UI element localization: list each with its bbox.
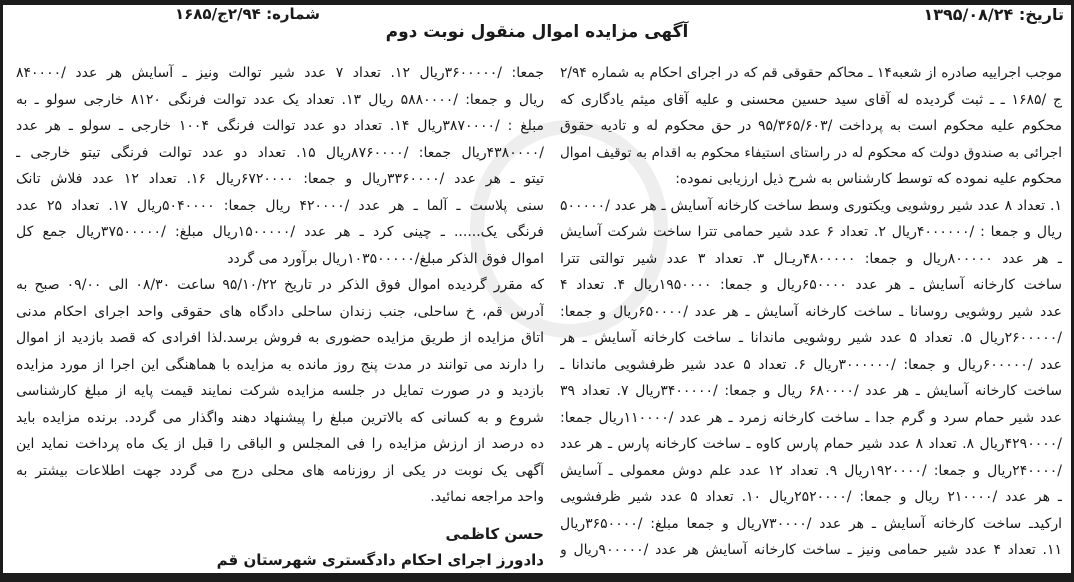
text-line: ریال و جمعا : /۴۰۰۰۰۰۰ریال ۲. تعداد ۶ عدد شیر حمامی تترا ساخت شرکت آسایش (560, 224, 1062, 240)
left-text-column (16, 60, 544, 574)
text-line: جمعا: /۳۶۰۰۰۰۰ریال ۱۲. تعداد ۷ عدد شیر توالت ونیز ـ آسایش هر عدد /۸۴۰۰۰۰ (16, 65, 544, 81)
text-line: آگهی یک نوبت در یکی از روزنامه های محلی درج می گردد جهت اطلاعات بیشتر به (16, 462, 544, 479)
text-line: ریال و جمعا: /۵۸۸۰۰۰۰ ریال ۱۳. تعداد یک عدد توالت فرنگی ۸۱۲۰ خارجی سولو ـ به (16, 91, 544, 108)
text-line: /۴۳۸۰۰۰۰ریال جمعا: /۸۷۶۰۰۰۰ریال ۱۵. تعداد دو عدد توالت فرنگی تیتو خارجی ـ (16, 144, 544, 161)
text-line: تیتو ـ هر عدد /۳۳۶۰۰۰۰ریال و جمعا: ۶۷۲۰۰۰۰ریال ۱۶. تعداد ۱۲ عدد فلاش تانک (16, 171, 544, 187)
text-line: ۱. تعداد ۸ عدد شیر روشویی ویکتوری وسط ساخت کارخانه آسایش ـ هر عدد /۵۰۰۰۰۰ (560, 197, 1062, 214)
text-line: عدد شیر روشویی روسانا ـ ساخت کارخانه آسایش ـ هر عدد /۶۵۰۰۰۰ریال و جمعا: (560, 303, 1062, 320)
left-border (0, 0, 3, 582)
text-line: واحد مراجعه نمائید. (430, 489, 544, 505)
text-line: اجرائی به صندوق دولت که محکوم له در راستای استیفاء محکوم به اقدام به توقیف اموال (560, 144, 1062, 161)
text-line: ساخت کارخانه آسایش ـ هر عدد ۶۵۰۰۰۰ریال و جمعا: ۱۹۵۰۰۰۰ریال ۴. تعداد ۴ (560, 277, 1062, 293)
text-line: اتاق مزایده از طریق مزایده حضوری به فروش برسد.لذا افرادی که قصد بازدید از اموال (16, 330, 544, 346)
notice-title: آگهی مزایده اموال منقول نوبت دوم (385, 22, 689, 42)
bottom-border (0, 573, 1074, 582)
text-line: فرنگی یک...... ـ چینی کرد ـ هر عدد /۱۵۰۰۰۰۰ریال مبلغ: /۳۷۵۰۰۰۰۰ریال جمع کل (16, 224, 544, 240)
text-line: اموال فوق الذکر مبلغ/۱۰۳۵۰۰۰۰۰ریال برآورد می گردد (227, 250, 544, 267)
text-line: محکوم علیه نموده که توسط کارشناس به شرح ذیل ارزیابی نموده: (675, 171, 1062, 187)
text-line: ساخت کارخانه آسایش ـ هر عدد /۶۸۰۰۰۰ ریال و جمعا: /۳۴۰۰۰۰۰ریال ۷. تعداد ۳۹ (560, 383, 1062, 399)
text-line: ج /۱۶۸۵ ـ ـ ثبت گردیده له آقای سید حسین محسنی و علیه آقای میثم یادگاری که (560, 91, 1062, 108)
text-line: ارکیدـ ساخت کارخانه آسایش ـ هر عدد /۷۳۰۰۰۰ریال و جمعا مبلغ: /۳۶۵۰۰۰۰ریال (560, 515, 1062, 532)
text-line: سنی پلاست ـ آلما ـ هر عدد /۴۲۰۰۰۰ ریال جمعا: ۵۰۴۰۰۰۰ریال ۱۷. تعداد ۲۵ عدد (16, 197, 544, 214)
text-line: /۴۲۹۰۰۰۰ریال ۸. تعداد ۸ عدد شیر حمام پارس کاوه ـ ساخت کارخانه پارس ـ هر عدد (560, 436, 1062, 452)
text-line: عدد /۶۰۰۰۰۰ریال و جمعا: /۳۰۰۰۰۰۰ریال ۶. تعداد ۵ عدد شیر ظرفشویی ماندانا ـ (560, 356, 1062, 373)
text-line: محکوم علیه محکوم است به پرداخت /۹۵/۳۶۵/۶۰۳ در حق محکوم له و تادیه حقوق (560, 118, 1062, 134)
signature-title: دادورز اجرای احکام دادگستری شهرستان قم (216, 551, 544, 569)
text-line: که مقرر گردیده اموال فوق الذکر در تاریخ ۹۵/۱۰/۲۲ ساعت ۰۸/۳۰ الی ۰۹/۰۰ صبح به (16, 277, 544, 293)
text-line: ده درصد از ارزش مزایده را فی المجلس و الباقی را قبل از یک ماه پرداخت نماید این (16, 436, 544, 452)
text-line: ۱۱. تعداد ۴ عدد شیر حمامی ونیز ـ ساخت کارخانه آسایش هر عدد /۹۰۰۰۰۰ریال و (560, 542, 1062, 558)
text-line: عدد شیر حمام سرد و گرم جدا ـ ساخت کارخانه زمرد ـ هر عدد /۱۱۰۰۰۰ریال جمعا: (560, 409, 1062, 426)
top-border (0, 0, 1074, 5)
text-line: ـ هر عدد ۸۰۰۰۰۰ریال و جمعا: ۴۸۰۰۰۰۰ریـال ۳. تعداد ۳ عدد شیر توالتی تترا (560, 250, 1062, 267)
signature-name: حسن کاظمی (445, 524, 544, 543)
text-line: موجب اجراییه صادره از شعبه۱۴ ـ محاکم حقوقی قم که در اجرای احکام به شماره ۲/۹۴ (560, 65, 1062, 81)
left-lines (16, 60, 544, 511)
text-line: /۲۴۰۰۰۰ریال و جمعا: /۱۹۲۰۰۰۰ریال ۹. تعداد ۱۲ عدد علم دوش معمولی ـ آسایش (560, 462, 1062, 479)
text-line: /۲۶۰۰۰۰۰ریال ۵. تعداد ۵ عدد شیر روشویی ماندانا ـ ساخت کارخانه آسایش ـ هر (560, 330, 1062, 346)
text-line: مبلغ : /۳۸۷۰۰۰۰ریال ۱۴. تعداد دو عدد توالت فرنگی ۱۰۰۴ خارجی ـ سولو ـ هر عدد (16, 118, 544, 134)
right-text-column (560, 60, 1062, 564)
text-line: شروع و به کسانی که بالاترین مبلغ را پیشنهاد دهند واگذار می گردد. برنده مزایده باید (16, 409, 544, 426)
notice-date: تاریخ: ۱۳۹۵/۰۸/۲۴ (923, 5, 1064, 24)
text-line: ـ هر عدد /۲۱۰۰۰۰ ریال و جمعا: /۲۵۲۰۰۰۰ریال ۱۰. تعداد ۵ عدد شیر ظرفشویی (560, 489, 1062, 505)
text-line: بازدید و در صورت تمایل در جلسه مزایده شرکت نمایند قیمت پایه از مبلغ کارشناسی (16, 383, 544, 399)
text-line: را دارند می توانند در مدت پنج روز مانده به مزایده با هماهنگی این اجرا از مورد مزایده (16, 356, 544, 373)
notice-number: شماره: ۲/۹۴ج/۱۶۸۵ (174, 5, 320, 23)
text-line: آدرس قم، خ ساحلی، جنب زندان ساحلی دادگاه های حقوقی واحد اجرای احکام مدنی (16, 303, 544, 320)
